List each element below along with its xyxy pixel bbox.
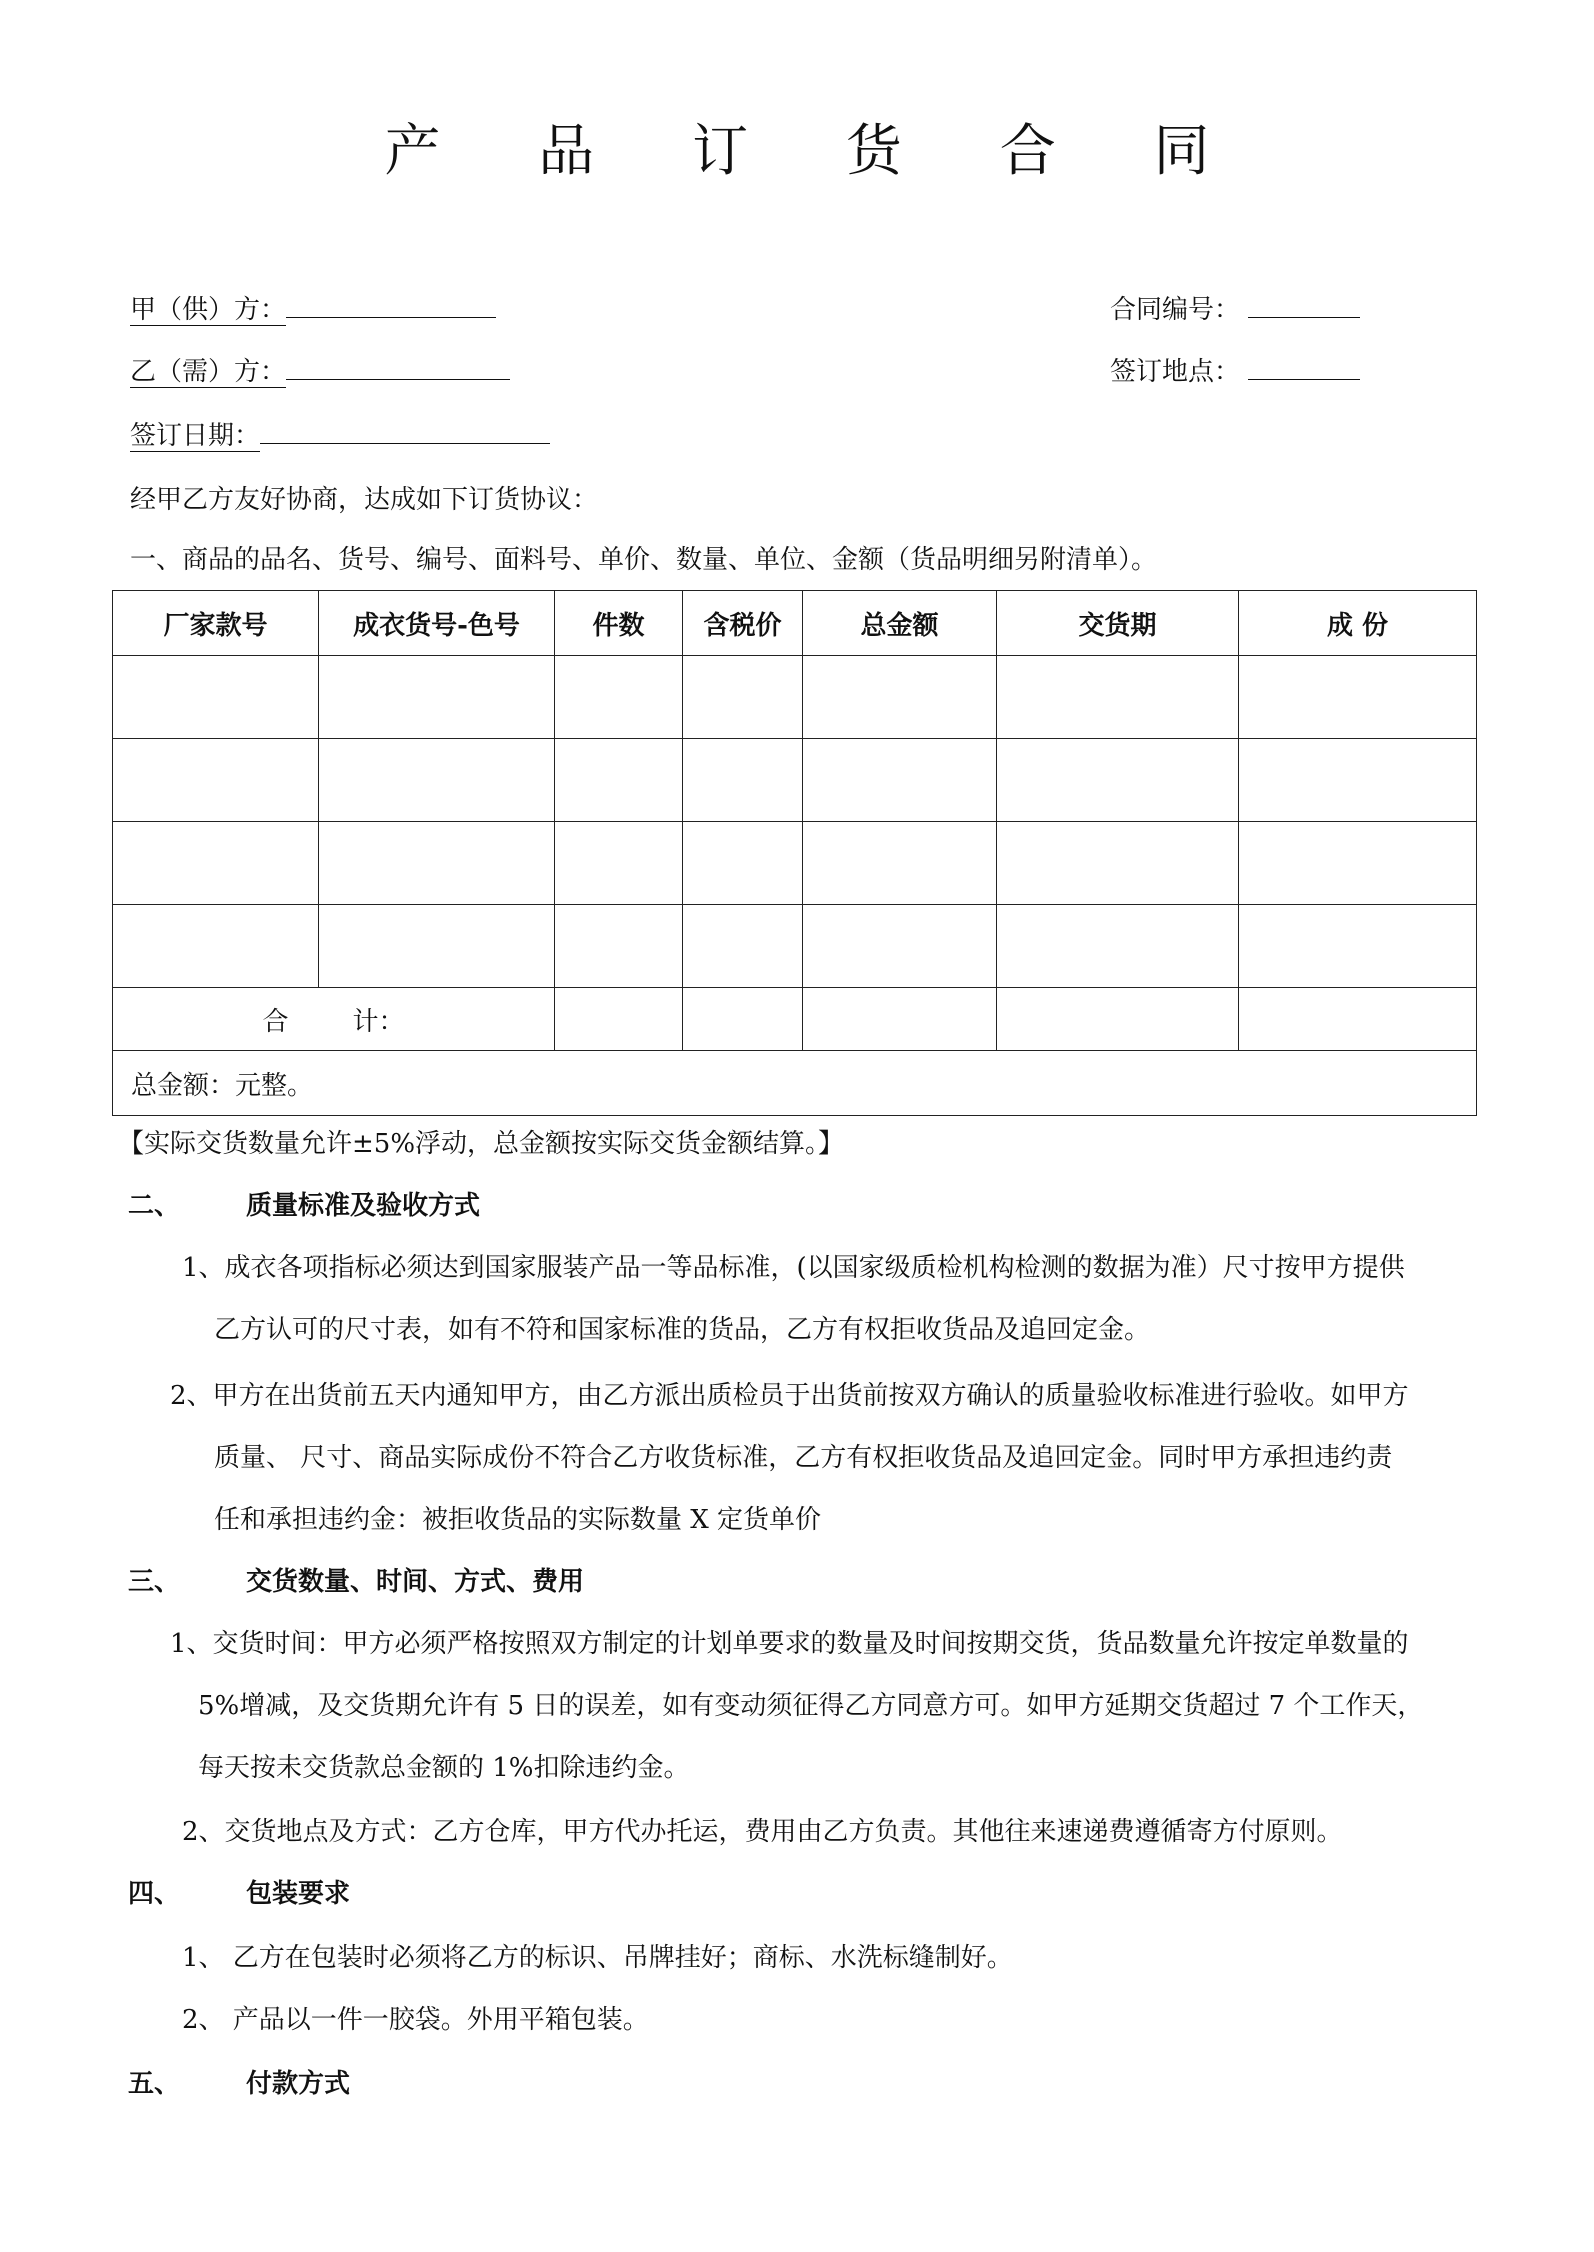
section2-title [128, 1186, 480, 1226]
table-header-row [113, 591, 1477, 656]
sign-date-label: 签订日期： [130, 421, 261, 451]
table-cell[interactable] [1239, 905, 1477, 988]
contract-no-field [1110, 290, 1360, 330]
section2-heading: 质量标准及验收方式 [246, 1191, 481, 1221]
table-cell[interactable] [1239, 739, 1477, 822]
section4-item2: 2、 产品以一件一胶袋。外用平箱包装。 [182, 2005, 649, 2035]
sum-label-b: 计： [352, 1006, 405, 1037]
section3-number: 三、 [128, 1567, 181, 1597]
party-b-field [130, 352, 510, 392]
table-cell[interactable] [113, 739, 319, 822]
table-cell[interactable] [1239, 656, 1477, 739]
section3-item2: 2、交货地点及方式：乙方仓库，甲方代办托运，费用由乙方负责。其他往来速递费遵循寄方付原则。 [182, 1817, 1343, 1847]
sum-cell-composition[interactable] [1239, 988, 1477, 1051]
sum-cell-quantity[interactable] [555, 988, 683, 1051]
table-row [113, 822, 1477, 905]
party-b-label: 乙（需）方： [130, 357, 287, 387]
table-cell[interactable] [555, 822, 683, 905]
sum-cell-tax-price[interactable] [683, 988, 803, 1051]
table-cell[interactable] [683, 822, 803, 905]
section4-number: 四、 [128, 1879, 181, 1909]
section5-number: 五、 [128, 2069, 181, 2099]
section2-item2-line2: 质量、 尺寸、商品实际成份不符合乙方收货标准，乙方有权拒收货品及追回定金。同时甲方承担违约责 [214, 1443, 1393, 1473]
section1-heading: 一、商品的品名、货号、编号、面料号、单价、数量、单位、金额（货品明细另附清单）。 [130, 545, 1158, 575]
table-cell[interactable] [803, 822, 997, 905]
table-cell[interactable] [555, 905, 683, 988]
contract-no-blank[interactable] [1248, 293, 1360, 318]
table-cell[interactable] [683, 739, 803, 822]
goods-table [112, 590, 1477, 1116]
table-cell[interactable] [997, 656, 1239, 739]
col-header-style-no: 厂家款号 [113, 591, 319, 656]
table-cell[interactable] [113, 656, 319, 739]
sum-label-a: 合 [262, 1006, 289, 1037]
section5-heading: 付款方式 [246, 2069, 351, 2099]
intro-text: 经甲乙方友好协商，达成如下订货协议： [130, 485, 599, 515]
table-cell[interactable] [113, 905, 319, 988]
table-cell[interactable] [555, 656, 683, 739]
total-amount-text[interactable]: 总金额：元整。 [113, 1051, 1477, 1116]
table-cell[interactable] [997, 905, 1239, 988]
section2-item1-line2: 乙方认可的尺寸表，如有不符和国家标准的货品，乙方有权拒收货品及追回定金。 [214, 1315, 1151, 1345]
section4-title [128, 1874, 350, 1914]
table-cell[interactable] [997, 822, 1239, 905]
col-header-quantity: 件数 [555, 591, 683, 656]
table-cell[interactable] [803, 905, 997, 988]
table-cell[interactable] [997, 739, 1239, 822]
table-cell[interactable] [319, 739, 555, 822]
table-cell[interactable] [319, 822, 555, 905]
table-total-amount-row [113, 1051, 1477, 1116]
sum-label-cell [113, 988, 555, 1051]
col-header-tax-price: 含税价 [683, 591, 803, 656]
table-cell[interactable] [319, 656, 555, 739]
section4-heading: 包装要求 [246, 1879, 351, 1909]
sign-date-field [130, 416, 550, 456]
table-cell[interactable] [555, 739, 683, 822]
col-header-composition: 成 份 [1239, 591, 1477, 656]
section3-item1-line1: 1、交货时间：甲方必须严格按照双方制定的计划单要求的数量及时间按期交货，货品数量允许按定单数量的 [170, 1629, 1409, 1659]
section3-heading: 交货数量、时间、方式、费用 [246, 1567, 585, 1597]
party-a-blank[interactable] [286, 293, 496, 318]
table-cell[interactable] [803, 739, 997, 822]
sum-cell-delivery-date[interactable] [997, 988, 1239, 1051]
col-header-delivery-date: 交货期 [997, 591, 1239, 656]
sign-place-label: 签订地点： [1110, 357, 1241, 387]
table-cell[interactable] [683, 905, 803, 988]
table-row [113, 905, 1477, 988]
table-cell[interactable] [803, 656, 997, 739]
col-header-item-color-no: 成衣货号-色号 [319, 591, 555, 656]
table-cell[interactable] [1239, 822, 1477, 905]
section2-item2-line3: 任和承担违约金：被拒收货品的实际数量 X 定货单价 [214, 1505, 822, 1535]
table-sum-row [113, 988, 1477, 1051]
col-header-total-amount: 总金额 [803, 591, 997, 656]
table-cell[interactable] [113, 822, 319, 905]
sign-date-blank[interactable] [260, 419, 550, 444]
section2-item2-line1: 2、甲方在出货前五天内通知甲方，由乙方派出质检员于出货前按双方确认的质量验收标准进行验收。如甲方 [170, 1381, 1409, 1411]
section3-item1-line3: 每天按未交货款总金额的 1%扣除违约金。 [198, 1753, 690, 1783]
contract-no-label: 合同编号： [1110, 295, 1241, 325]
sum-cell-total-amount[interactable] [803, 988, 997, 1051]
section3-title [128, 1562, 584, 1602]
section4-item1: 1、 乙方在包装时必须将乙方的标识、吊牌挂好；商标、水洗标缝制好。 [182, 1943, 1013, 1973]
party-a-field [130, 290, 496, 330]
party-a-label: 甲（供）方： [130, 295, 287, 325]
table-row [113, 739, 1477, 822]
page-title: 产 品 订 货 合 同 [384, 119, 1250, 184]
section2-item1-line1: 1、成衣各项指标必须达到国家服装产品一等品标准，(以国家级质检机构检测的数据为准）尺寸按甲方提供 [182, 1253, 1405, 1283]
quantity-note: 【实际交货数量允许±5%浮动，总金额按实际交货金额结算。】 [118, 1129, 845, 1159]
party-b-blank[interactable] [286, 355, 510, 380]
sign-place-blank[interactable] [1248, 355, 1360, 380]
section2-number: 二、 [128, 1191, 181, 1221]
sign-place-field [1110, 352, 1360, 392]
table-cell[interactable] [319, 905, 555, 988]
section5-title [128, 2064, 350, 2104]
section3-item1-line2: 5%增减，及交货期允许有 5 日的误差，如有变动须征得乙方同意方可。如甲方延期交货超过 7 个工作天， [198, 1691, 1424, 1721]
table-row [113, 656, 1477, 739]
table-cell[interactable] [683, 656, 803, 739]
